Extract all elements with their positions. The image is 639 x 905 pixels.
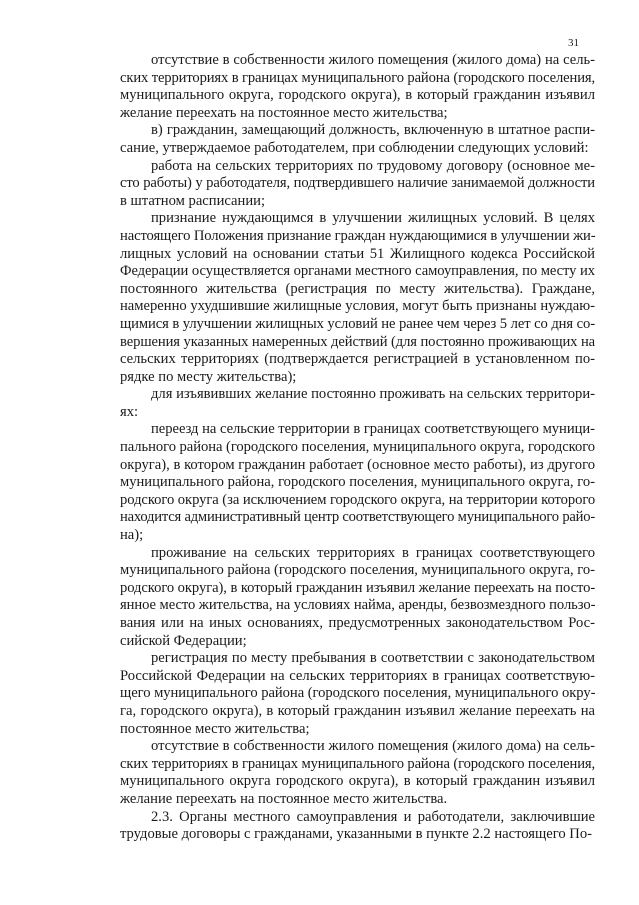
text-line: янное место жительства, на условиях найма, аренды, безвозмездного пользо- [120, 597, 596, 614]
text-line: родского округа (за исключением городского округа, на территории которого [120, 491, 596, 508]
text-line: родского округа), в который гражданин изъявил желание переехать на посто- [120, 579, 596, 596]
text-line: лищных условий на основании статьи 51 Жилищного кодекса Российской [120, 245, 595, 262]
text-line: сание, утверждаемое работодателем, при соблюдении следующих условий: [120, 139, 589, 156]
text-line: желание переехать на постоянное место жительства. [120, 790, 448, 807]
text-line: сийской Федерации; [120, 632, 247, 649]
text-line: сто работы) у работодателя, подтвердившего наличие занимаемой должности [120, 175, 595, 192]
text-line: Российской Федерации на сельских территориях в границах соответствую- [120, 667, 595, 684]
text-line: в штатном расписании; [120, 192, 266, 209]
text-line: находится административный центр соответствующего муниципального райо- [120, 509, 595, 526]
paragraph [89, 421, 595, 544]
text-line: ях: [120, 403, 139, 420]
text-line: проживание на сельских территориях в границах соответствующего [151, 544, 595, 561]
text-line: трудовые договоры с гражданами, указанными в пункте 2.2 настоящего По- [120, 826, 592, 843]
text-line: округа), в котором гражданин работает (основное место работы), из другого [120, 456, 595, 473]
text-line: вершения указанных намеренных действий (для постоянно проживающих на [120, 333, 596, 350]
text-line: ских территориях в границах муниципального района (городского поселения, [120, 69, 596, 86]
paragraph [89, 210, 595, 386]
paragraph [89, 158, 595, 211]
text-line: ских территориях в границах муниципального района (городского поселения, [120, 755, 596, 772]
page-number: 31 [568, 37, 579, 49]
paragraph [89, 545, 595, 651]
document-body [89, 52, 595, 844]
text-line: отсутствие в собственности жилого помещения (жилого дома) на сель- [151, 52, 595, 68]
text-line: 2.3. Органы местного самоуправления и работодатели, заключившие [151, 808, 595, 825]
text-line: Федерации осуществляется органами местного самоуправления, по месту их [120, 263, 595, 280]
text-line: настоящего Положения признание граждан нуждающимися в улучшении жи- [120, 227, 596, 244]
text-line: отсутствие в собственности жилого помещения (жилого дома) на сель- [151, 738, 595, 755]
text-line: сельских территориях (подтверждается регистрацией в установленном по- [120, 351, 595, 368]
text-line: желание переехать на постоянное место жительства; [120, 104, 448, 121]
paragraph [89, 386, 595, 421]
text-line: признание нуждающимся в улучшении жилищных условий. В целях [151, 210, 595, 227]
paragraph [89, 52, 595, 122]
text-line: работа на сельских территориях по трудовому договору (основное ме- [151, 157, 595, 174]
text-line: муниципального района, городского поселения, муниципального округа, го- [120, 474, 595, 491]
text-line: постоянное место жительства; [120, 720, 310, 737]
text-line: муниципального округа, городского округа), в который гражданин изъявил [120, 87, 595, 104]
text-line: переезд на сельские территории в границах соответствующего муници- [151, 421, 595, 438]
paragraph [89, 650, 595, 738]
paragraph [89, 738, 595, 808]
text-line: регистрация по месту пребывания в соответствии с законодательством [151, 650, 595, 667]
text-line: рядке по месту жительства); [120, 368, 297, 385]
text-line: муниципального района (городского поселения, муниципального округа, го- [120, 562, 595, 579]
text-line: щего муниципального района (городского поселения, муниципального окру- [120, 685, 596, 702]
text-line: для изъявивших желание постоянно проживать на сельских территори- [151, 386, 595, 403]
text-line: щимися в улучшении жилищных условий не ранее чем через 5 лет со дня со- [120, 315, 595, 332]
text-line: вания или на иных основаниях, предусмотренных законодательством Рос- [120, 615, 595, 631]
text-line: в) гражданин, замещающий должность, включенную в штатное распи- [151, 122, 595, 139]
text-line: постоянного жительства (регистрация по месту жительства). Граждане, [120, 280, 595, 297]
text-line: муниципального округа городского округа), в который гражданин изъявил [120, 773, 595, 790]
paragraph [89, 122, 595, 157]
text-line: на); [120, 527, 144, 544]
text-line: га, городского округа), в который гражданин изъявил желание переехать на [120, 702, 595, 719]
paragraph [89, 809, 595, 844]
text-line: пального района (городского поселения, муниципального округа, городского [120, 439, 595, 456]
text-line: намеренно ухудшившие жилищные условия, могут быть признаны нуждаю- [120, 298, 595, 315]
